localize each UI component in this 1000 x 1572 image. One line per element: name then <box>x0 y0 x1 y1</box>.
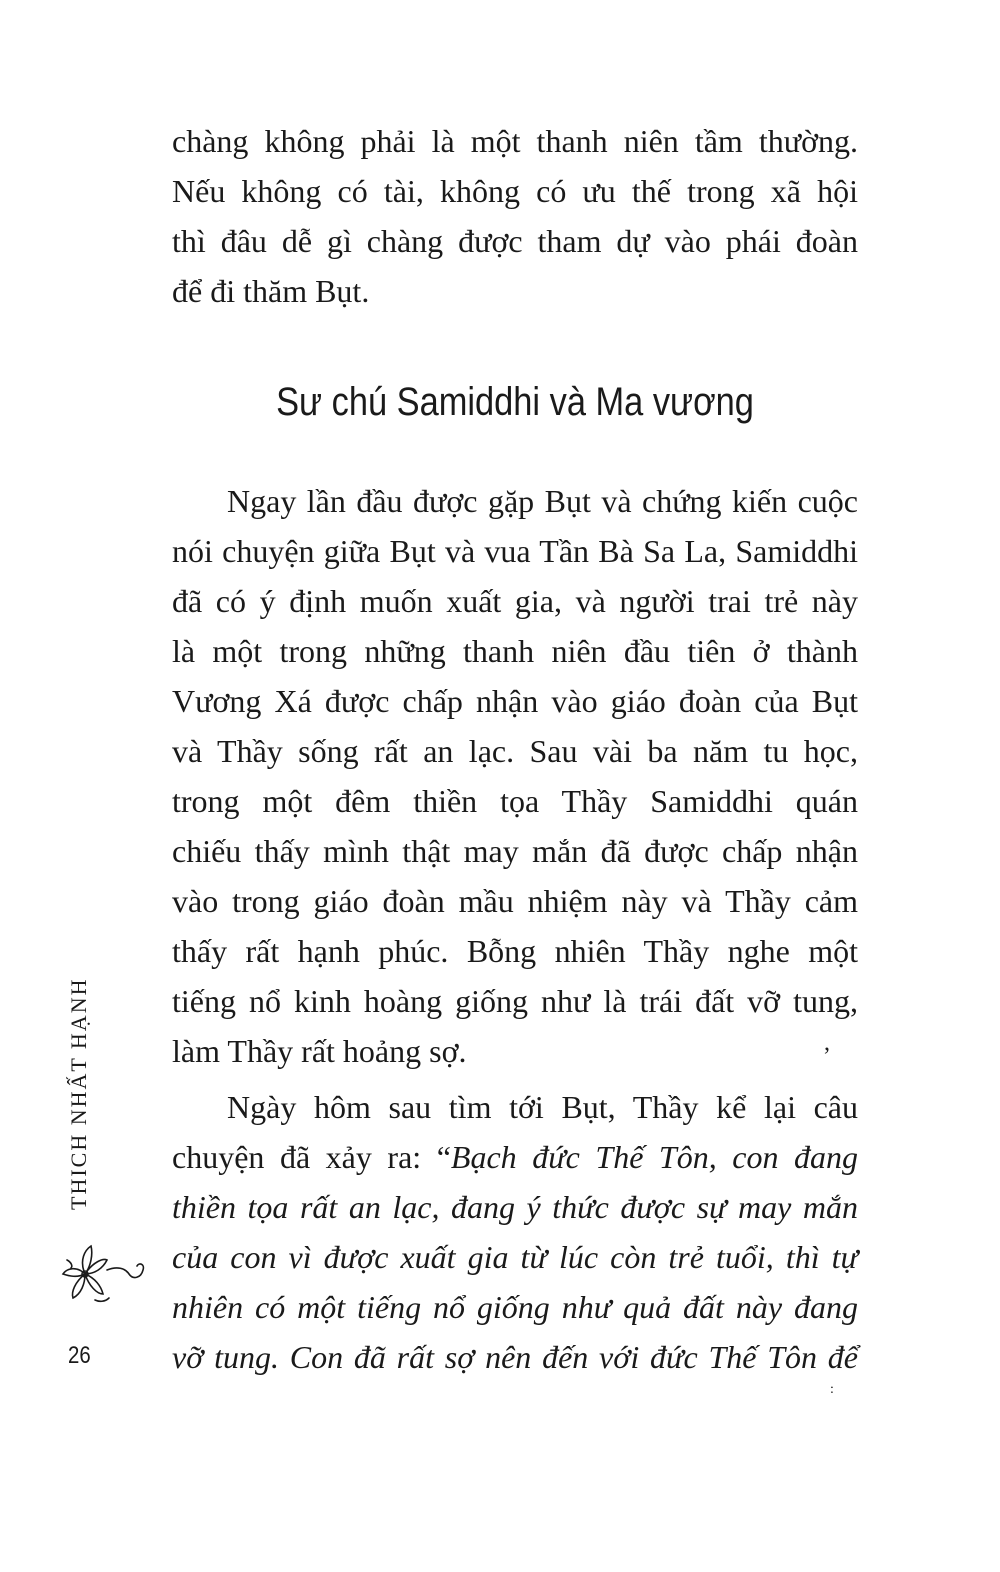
print-speck-icon: , <box>824 1030 830 1056</box>
lotus-ornament-icon <box>55 1240 150 1310</box>
text-line: nói chuyện giữa Bụt và vua Tần Bà Sa La, Samiddhi <box>172 533 858 569</box>
text-line: thiền tọa rất an lạc, đang ý thức được sự may mắn <box>172 1189 858 1225</box>
text-line: để đi thăm Bụt. <box>172 273 370 309</box>
text-line: đã có ý định muốn xuất gia, và người trai trẻ này <box>172 583 858 619</box>
text-line: vào trong giáo đoàn mầu nhiệm này và Thầy cảm <box>172 883 858 919</box>
paragraph-1 <box>172 476 858 1076</box>
text-line: và Thầy sống rất an lạc. Sau vài ba năm tu học, <box>172 733 858 769</box>
text-line: là một trong những thanh niên đầu tiên ở thành <box>172 633 858 669</box>
text-line: trong một đêm thiền tọa Thầy Samiddhi quán <box>172 783 858 819</box>
text-line: làm Thầy rất hoảng sợ. <box>172 1033 467 1069</box>
text-line: thì đâu dễ gì chàng được tham dự vào phái đoàn <box>172 223 858 259</box>
text-line: Ngay lần đầu được gặp Bụt và chứng kiến cuộc <box>227 483 858 519</box>
text-line-mixed <box>172 1132 858 1182</box>
text-line: chiếu thấy mình thật may mắn đã được chấp nhận <box>172 833 858 869</box>
paragraph-2 <box>172 1082 858 1382</box>
print-speck-icon: : <box>830 1382 834 1397</box>
text-line: Vương Xá được chấp nhận vào giáo đoàn của Bụt <box>172 683 858 719</box>
section-heading: Sư chú Samiddhi và Ma vương <box>276 380 754 424</box>
text-line: chàng không phải là một thanh niên tầm thường. <box>172 123 858 159</box>
text-plain: chuyện đã xảy ra: “ <box>172 1139 451 1175</box>
page-number: 26 <box>68 1342 91 1369</box>
paragraph-continuation <box>172 116 858 316</box>
text-line: Nếu không có tài, không có ưu thế trong xã hội <box>172 173 858 209</box>
text-line: thấy rất hạnh phúc. Bỗng nhiên Thầy nghe một <box>172 933 858 969</box>
text-line: tiếng nổ kinh hoàng giống như là trái đất vỡ tung, <box>172 983 858 1019</box>
text-line: Ngày hôm sau tìm tới Bụt, Thầy kể lại câu <box>227 1089 858 1125</box>
text-line: vỡ tung. Con đã rất sợ nên đến với đức Thế Tôn để <box>172 1339 858 1375</box>
text-italic: Bạch đức Thế Tôn, con đang <box>450 1139 859 1175</box>
running-title: THICH NHẤT HẠNH <box>66 977 91 1210</box>
text-line: nhiên có một tiếng nổ giống như quả đất này đang <box>172 1289 858 1325</box>
text-line: của con vì được xuất gia từ lúc còn trẻ tuổi, thì tự <box>172 1239 858 1275</box>
